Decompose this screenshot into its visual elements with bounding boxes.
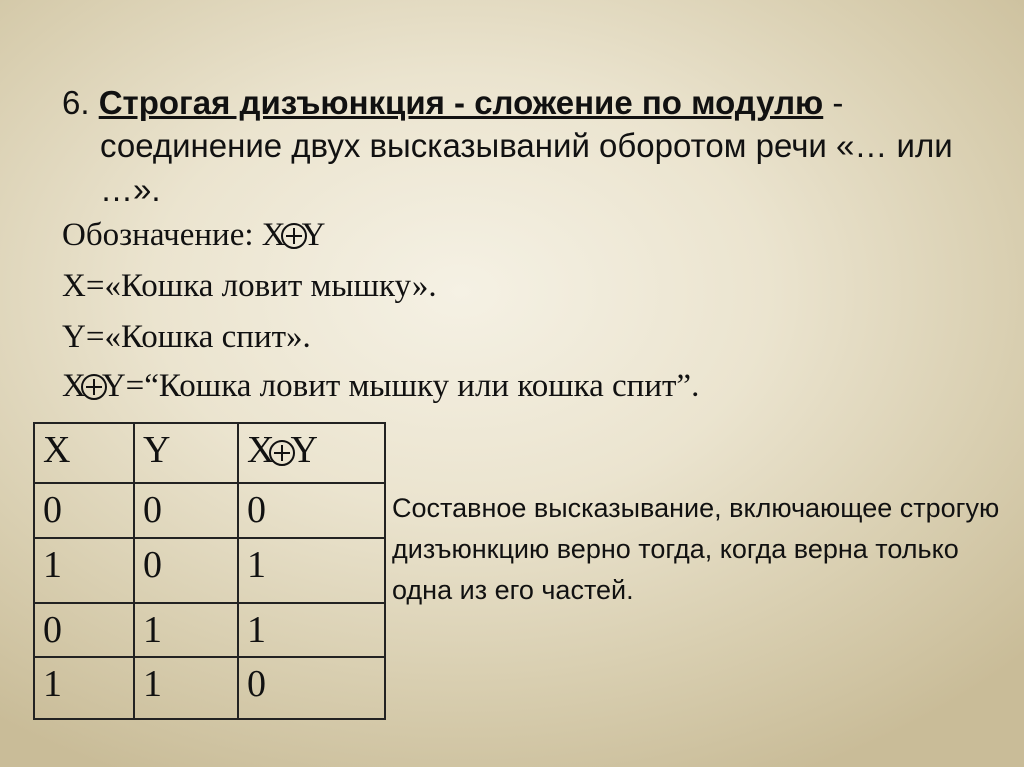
table-cell: 1 xyxy=(34,657,134,719)
table-row xyxy=(34,483,385,538)
definition-number: 6. xyxy=(62,84,90,121)
definition-dash: - xyxy=(823,84,844,121)
definition-line-1 xyxy=(62,84,843,122)
table-cell: 0 xyxy=(34,603,134,657)
definition-line-2: соединение двух высказываний оборотом речи «… или xyxy=(100,127,953,164)
header-xor-x: X xyxy=(247,429,275,471)
x-definition: X=«Кошка ловит мышку». xyxy=(62,268,437,304)
notation-var-y: Y xyxy=(301,217,326,253)
xor-example xyxy=(62,368,699,405)
table-cell: 1 xyxy=(134,603,238,657)
table-cell: 0 xyxy=(134,483,238,538)
truth-table xyxy=(33,422,386,720)
table-cell: 1 xyxy=(134,657,238,719)
header-xor-y: Y xyxy=(290,429,318,471)
table-cell: 1 xyxy=(34,538,134,603)
notation-label: Обозначение: X xyxy=(62,217,286,253)
table-cell: 0 xyxy=(238,483,385,538)
xor-example-rest: Y=“Кошка ловит мышку или кошка спит”. xyxy=(101,368,700,404)
explanation-note: Составное высказывание, включающее строгую дизъюнкцию верно тогда, когда верна только одна из его частей. xyxy=(392,493,1000,605)
table-cell: 0 xyxy=(238,657,385,719)
notation-line xyxy=(62,217,325,254)
table-row xyxy=(34,603,385,657)
table-cell: 1 xyxy=(238,538,385,603)
circled-plus-icon xyxy=(281,223,307,249)
definition-title: Строгая дизъюнкция - сложение по модулю xyxy=(98,84,824,121)
table-header-row xyxy=(34,423,385,483)
header-y: Y xyxy=(134,423,238,483)
header-x-xor-y xyxy=(238,423,385,483)
table-row xyxy=(34,657,385,719)
table-cell: 0 xyxy=(134,538,238,603)
y-definition: Y=«Кошка спит». xyxy=(62,319,311,355)
table-row xyxy=(34,538,385,603)
xor-example-x: X xyxy=(62,368,86,404)
circled-plus-icon xyxy=(81,374,107,400)
header-x: X xyxy=(34,423,134,483)
table-cell: 1 xyxy=(238,603,385,657)
definition-line-3: …». xyxy=(100,171,161,208)
table-cell: 0 xyxy=(34,483,134,538)
